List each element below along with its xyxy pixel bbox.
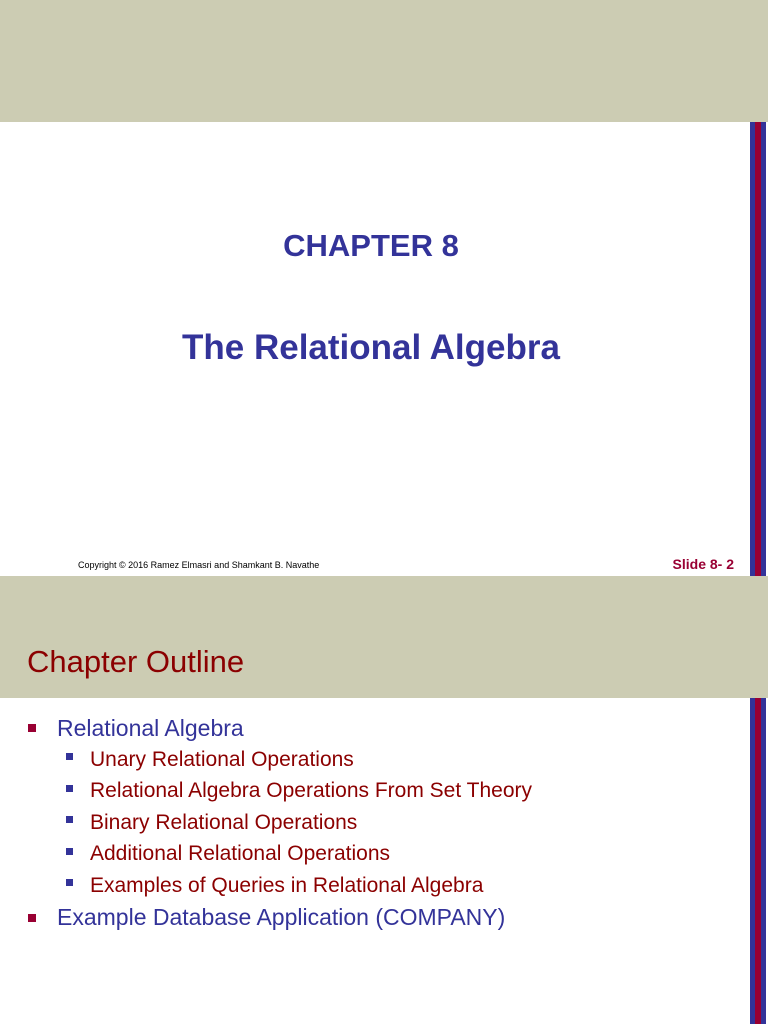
square-bullet-icon	[66, 879, 73, 886]
list-item-label: Examples of Queries in Relational Algebra	[90, 873, 484, 897]
square-bullet-icon	[66, 753, 73, 760]
list-item	[28, 839, 728, 871]
list-item-label: Relational Algebra Operations From Set Theory	[90, 779, 533, 803]
list-item-label: Relational Algebra	[57, 714, 244, 741]
header-band	[0, 0, 768, 122]
square-bullet-icon	[66, 848, 73, 855]
side-stripes	[750, 698, 766, 1024]
list-item-label: Example Database Application (COMPANY)	[57, 904, 506, 930]
outline-slide	[0, 576, 768, 1024]
list-item	[28, 776, 728, 808]
square-bullet-icon	[28, 914, 36, 922]
square-bullet-icon	[66, 785, 73, 792]
list-item	[28, 744, 728, 776]
stripe-blue-right	[761, 122, 766, 576]
list-item-label: Unary Relational Operations	[90, 747, 354, 771]
square-bullet-icon	[66, 816, 73, 823]
chapter-title: The Relational Algebra	[182, 328, 560, 367]
list-item	[28, 807, 728, 839]
list-item-label: Binary Relational Operations	[90, 810, 358, 834]
slide-number: Slide 8- 2	[672, 556, 734, 572]
list-item	[28, 712, 728, 744]
stripe-blue-right	[761, 698, 766, 1024]
outline-title: Chapter Outline	[27, 644, 245, 679]
side-stripes	[750, 122, 766, 576]
outline-list	[28, 712, 728, 934]
square-bullet-icon	[28, 724, 36, 732]
copyright-text: Copyright © 2016 Ramez Elmasri and Shamkant B. Navathe	[78, 560, 320, 570]
list-item	[28, 902, 728, 934]
list-item	[28, 870, 728, 902]
list-item-label: Additional Relational Operations	[90, 842, 391, 866]
chapter-label: CHAPTER 8	[283, 228, 459, 263]
